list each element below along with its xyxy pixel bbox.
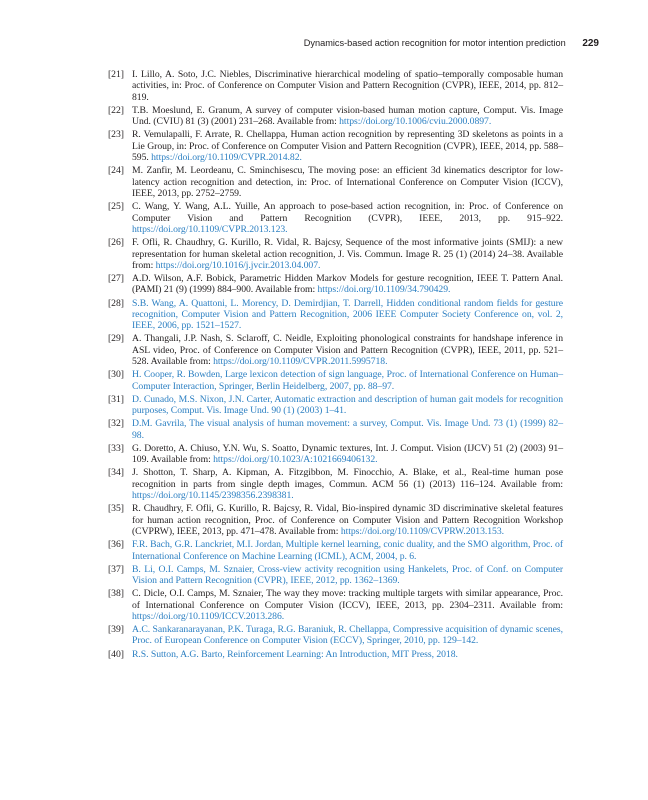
reference-item xyxy=(108,624,563,647)
reference-doi-link[interactable]: https://doi.org/10.1023/A:1021669406132. xyxy=(213,454,378,466)
reference-doi-link[interactable]: https://doi.org/10.1006/cviu.2000.0897. xyxy=(339,116,492,128)
reference-item xyxy=(108,539,563,562)
reference-doi-link[interactable]: https://doi.org/10.1109/34.790429. xyxy=(317,284,451,296)
reference-number: [25] xyxy=(108,201,124,213)
reference-item xyxy=(108,129,563,163)
reference-item xyxy=(108,649,563,660)
reference-text: T.B. Moeslund, E. Granum, A survey of computer vision-based human motion capture, Comput. Vis. Image Und. (CVIU) 81 (3) (2001) 231–268. Available from: xyxy=(132,104,563,128)
reference-number: [35] xyxy=(108,503,124,515)
reference-number: [30] xyxy=(108,369,124,381)
reference-number: [33] xyxy=(108,442,124,454)
reference-text: M. Zanfir, M. Leordeanu, C. Sminchisescu, The moving pose: an efficient 3d kinematics descriptor for low-latency action recognition and detection, in: Proc. of International Conference on Computer Vision (ICCV), IEEE, 2013, pp. 2752–2759. xyxy=(132,165,563,200)
reference-number: [29] xyxy=(108,333,124,345)
reference-item xyxy=(108,467,563,501)
running-header xyxy=(0,38,599,49)
reference-number: [21] xyxy=(108,69,124,80)
reference-number: [24] xyxy=(108,165,124,177)
reference-doi-link[interactable]: https://doi.org/10.1016/j.jvcir.2013.04.007. xyxy=(155,259,321,271)
reference-text: F. Ofli, R. Chaudhry, G. Kurillo, R. Vidal, R. Bajcsy, Sequence of the most informative joints (SMIJ): a new representation for human skeletal action recognition, J. Vis. Commun. Image R. 25 (1) (2014) 24–38. Available from: xyxy=(132,237,563,271)
running-title: Dynamics-based action recognition for motor intention prediction xyxy=(303,38,566,48)
reference-item xyxy=(108,165,563,199)
reference-linked-text[interactable]: D.M. Gavrila, The visual analysis of human movement: a survey, Comput. Vis. Image Und. 73 (1) (1999) 82–98. xyxy=(132,418,563,441)
reference-item xyxy=(108,69,563,103)
reference-linked-text[interactable]: A.C. Sankaranarayanan, P.K. Turaga, R.G. Baraniuk, R. Chellappa, Compressive acquisition of dynamic scenes, Proc. of European Conference on Computer Vision (ECCV), Springer, 2010, pp. 129–142. xyxy=(132,624,563,647)
reference-linked-text[interactable]: D. Cunado, M.S. Nixon, J.N. Carter, Automatic extraction and description of human gait models for recognition purposes, Comput. Vis. Image Und. 90 (1) (2003) 1–41. xyxy=(132,393,563,417)
reference-item xyxy=(108,201,563,235)
reference-list xyxy=(108,69,563,662)
reference-item xyxy=(108,237,563,271)
reference-doi-link[interactable]: https://doi.org/10.1109/CVPR.2014.82. xyxy=(151,152,302,164)
reference-item xyxy=(108,298,563,332)
reference-number: [37] xyxy=(108,563,124,575)
reference-number: [27] xyxy=(108,273,124,285)
reference-number: [39] xyxy=(108,624,124,636)
reference-item xyxy=(108,564,563,587)
reference-text: A. Thangali, J.P. Nash, S. Sclaroff, C. Neidle, Exploiting phonological constraints for handshape inference in ASL video, Proc. of Conference on Computer Vision and Pattern Recognition (CVPR), IEEE, 2011, pp. 521–528. Available from: xyxy=(132,333,563,368)
reference-number: [26] xyxy=(108,237,124,249)
reference-item xyxy=(108,105,563,128)
reference-number: [34] xyxy=(108,467,124,479)
reference-linked-text[interactable]: B. Li, O.I. Camps, M. Sznaier, Cross-view activity recognition using Hankelets, Proc. of Conf. on Computer Vision and Pattern Recognition (CVPR), IEEE, 2012, pp. 1362–1369. xyxy=(132,563,563,587)
reference-number: [22] xyxy=(108,104,124,116)
reference-text: G. Doretto, A. Chiuso, Y.N. Wu, S. Soatto, Dynamic textures, Int. J. Comput. Vision (IJCV) 51 (2) (2003) 91–109. Available from: xyxy=(132,442,563,466)
reference-number: [40] xyxy=(108,648,124,660)
reference-doi-link[interactable]: https://doi.org/10.1109/CVPR.2013.123. xyxy=(132,224,288,236)
reference-item xyxy=(108,333,563,367)
reference-linked-text[interactable]: S.B. Wang, A. Quattoni, L. Morency, D. Demirdjian, T. Darrell, Hidden conditional random fields for gesture recognition, Computer Vision and Pattern Recognition, 2006 IEEE Computer Society Conference on, vol. 2, IEEE, 2006, pp. 1521–1527. xyxy=(132,297,563,332)
reference-doi-link[interactable]: https://doi.org/10.1109/CVPRW.2013.153. xyxy=(340,526,505,538)
reference-text: I. Lillo, A. Soto, J.C. Niebles, Discriminative hierarchical modeling of spatio–temporally composable human activities, in: Proc. of Conference on Computer Vision and Pattern Recognition (CVPR), IEEE, 2014, pp. 812–819. xyxy=(132,69,563,103)
reference-doi-link[interactable]: https://doi.org/10.1109/CVPR.2011.5995718. xyxy=(213,356,388,368)
reference-text: J. Shotton, T. Sharp, A. Kipman, A. Fitzgibbon, M. Finocchio, A. Blake, et al., Real-time human pose recognition in parts from single depth images, Commun. ACM 56 (1) (2013) 116–124. Available from: xyxy=(132,467,563,490)
reference-number: [23] xyxy=(108,129,124,141)
reference-number: [28] xyxy=(108,297,124,309)
reference-number: [32] xyxy=(108,418,124,430)
reference-number: [38] xyxy=(108,588,124,600)
page-number: 229 xyxy=(582,38,599,49)
reference-item xyxy=(108,443,563,466)
reference-linked-text[interactable]: H. Cooper, R. Bowden, Large lexicon detection of sign language, Proc. of International Conference on Human–Computer Interaction, Springer, Berlin Heidelberg, 2007, pp. 88–97. xyxy=(132,369,563,392)
reference-text: R. Vemulapalli, F. Arrate, R. Chellappa, Human action recognition by representing 3D skeletons as points in a Lie Group, in: Proc. of Conference on Computer Vision and Pattern Recognition (CVPR), IEEE, 2014, pp. 588–595. xyxy=(132,129,563,164)
reference-text: C. Dicle, O.I. Camps, M. Sznaier, The way they move: tracking multiple targets with similar appearance, Proc. of International Conference on Computer Vision (ICCV), IEEE, 2013, pp. 2304–2311. Available from: xyxy=(132,588,563,611)
reference-linked-text[interactable]: F.R. Bach, G.R. Lanckriet, M.I. Jordan, Multiple kernel learning, conic duality, and the SMO algorithm, Proc. of International Conference on Machine Learning (ICML), ACM, 2004, p. 6. xyxy=(132,539,563,562)
reference-item xyxy=(108,369,563,392)
reference-number: [31] xyxy=(108,393,124,405)
reference-doi-link[interactable]: https://doi.org/10.1145/2398356.2398381. xyxy=(132,490,294,502)
reference-item xyxy=(108,394,563,417)
reference-linked-text[interactable]: R.S. Sutton, A.G. Barto, Reinforcement Learning: An Introduction, MIT Press, 2018. xyxy=(132,648,458,660)
reference-number: [36] xyxy=(108,539,124,551)
reference-item xyxy=(108,588,563,622)
reference-item xyxy=(108,503,563,537)
reference-text: A.D. Wilson, A.F. Bobick, Parametric Hidden Markov Models for gesture recognition, IEEE T. Pattern Anal. (PAMI) 21 (9) (1999) 884–900. Available from: xyxy=(132,273,563,296)
reference-text: C. Wang, Y. Wang, A.L. Yuille, An approach to pose-based action recognition, in: Proc. of Conference on Computer Vision and Pattern Recognition (CVPR), IEEE, 2013, pp. 915–922. xyxy=(132,201,563,224)
reference-text: R. Chaudhry, F. Ofli, G. Kurillo, R. Bajcsy, R. Vidal, Bio-inspired dynamic 3D discriminative skeletal features for human action recognition, Proc. of Conference on Computer Vision and Pattern Recognition Workshop (CVPRW), IEEE, 2013, pp. 471–478. Available from: xyxy=(132,503,563,538)
reference-doi-link[interactable]: https://doi.org/10.1109/ICCV.2013.286. xyxy=(132,610,285,622)
reference-item xyxy=(108,273,563,296)
reference-item xyxy=(108,418,563,441)
